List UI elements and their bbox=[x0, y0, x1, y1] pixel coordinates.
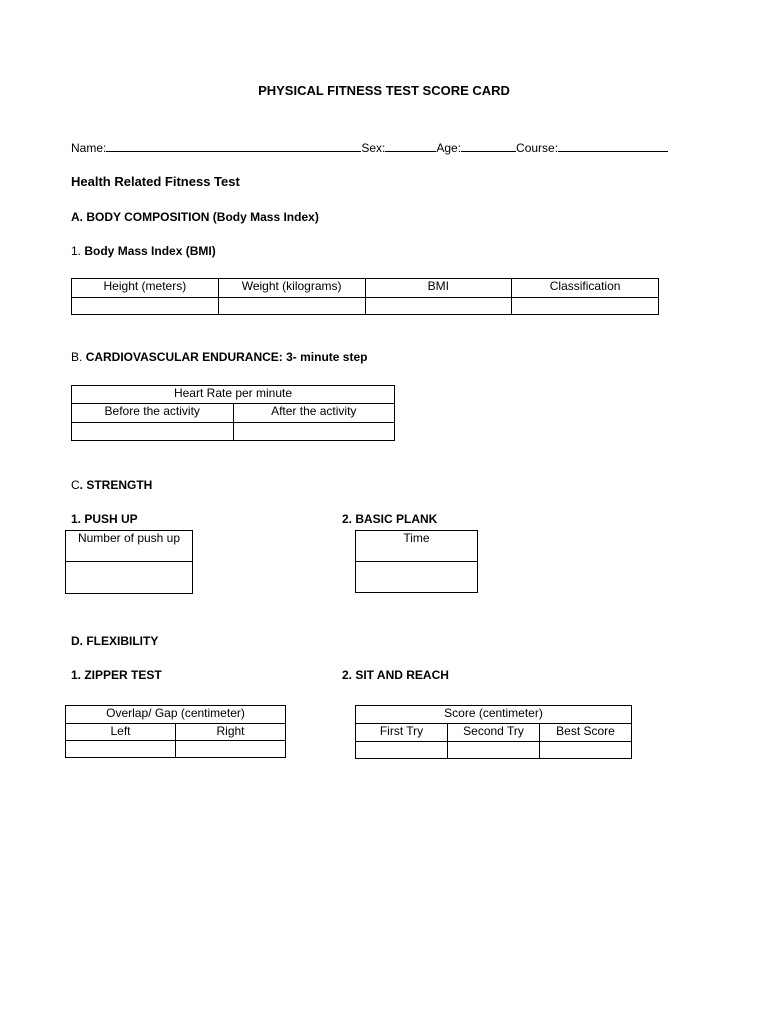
plank-label: 2. BASIC PLANK bbox=[342, 512, 438, 526]
bmi-table bbox=[71, 278, 659, 315]
heart-rate-after-cell[interactable] bbox=[233, 423, 395, 441]
table-row bbox=[356, 724, 632, 742]
section-c-heading bbox=[71, 478, 152, 492]
zipper-col-left: Left bbox=[66, 724, 176, 741]
table-row bbox=[356, 531, 478, 562]
age-field[interactable] bbox=[461, 139, 516, 152]
table-row bbox=[66, 724, 286, 741]
push-up-table bbox=[65, 530, 193, 594]
table-row bbox=[72, 404, 395, 423]
bmi-sub-prefix: 1. bbox=[71, 244, 82, 258]
name-field[interactable] bbox=[106, 139, 361, 152]
plank-time-cell[interactable] bbox=[356, 562, 478, 593]
table-row bbox=[356, 706, 632, 724]
student-info-line bbox=[71, 139, 668, 155]
push-up-col-count: Number of push up bbox=[66, 531, 193, 562]
heart-rate-group-header: Heart Rate per minute bbox=[72, 386, 395, 404]
section-a-heading: A. BODY COMPOSITION (Body Mass Index) bbox=[71, 210, 319, 224]
zipper-left-cell[interactable] bbox=[66, 741, 176, 758]
health-heading: Health Related Fitness Test bbox=[71, 174, 240, 189]
zipper-table bbox=[65, 705, 286, 758]
bmi-subheading bbox=[71, 244, 216, 258]
page-title: PHYSICAL FITNESS TEST SCORE CARD bbox=[258, 83, 510, 98]
bmi-value-cell[interactable] bbox=[365, 298, 512, 315]
sex-label: Sex: bbox=[361, 141, 386, 155]
bmi-col-classification: Classification bbox=[512, 279, 659, 298]
bmi-weight-cell[interactable] bbox=[218, 298, 365, 315]
plank-col-time: Time bbox=[356, 531, 478, 562]
sit-reach-col-best: Best Score bbox=[540, 724, 632, 742]
heart-rate-col-before: Before the activity bbox=[72, 404, 234, 423]
zipper-col-right: Right bbox=[176, 724, 286, 741]
sit-reach-table bbox=[355, 705, 632, 759]
table-row bbox=[72, 298, 659, 315]
sit-reach-best-cell[interactable] bbox=[540, 742, 632, 759]
bmi-sub-label: Body Mass Index (BMI) bbox=[84, 244, 216, 258]
zipper-right-cell[interactable] bbox=[176, 741, 286, 758]
name-label: Name: bbox=[71, 141, 107, 155]
zipper-label: 1. ZIPPER TEST bbox=[71, 668, 162, 682]
bmi-col-height: Height (meters) bbox=[72, 279, 219, 298]
sex-field[interactable] bbox=[385, 139, 436, 152]
course-field[interactable] bbox=[558, 139, 668, 152]
table-row bbox=[66, 741, 286, 758]
table-row bbox=[72, 386, 395, 404]
sit-reach-col-first: First Try bbox=[356, 724, 448, 742]
age-label: Age: bbox=[436, 141, 462, 155]
bmi-col-bmi: BMI bbox=[365, 279, 512, 298]
course-label: Course: bbox=[516, 141, 559, 155]
table-row bbox=[72, 423, 395, 441]
table-row bbox=[66, 706, 286, 724]
plank-table bbox=[355, 530, 478, 593]
heart-rate-table bbox=[71, 385, 395, 441]
heart-rate-col-after: After the activity bbox=[233, 404, 395, 423]
heart-rate-before-cell[interactable] bbox=[72, 423, 234, 441]
sit-reach-col-second: Second Try bbox=[448, 724, 540, 742]
bmi-height-cell[interactable] bbox=[72, 298, 219, 315]
table-row bbox=[66, 531, 193, 562]
sit-reach-label: 2. SIT AND REACH bbox=[342, 668, 449, 682]
push-up-count-cell[interactable] bbox=[66, 562, 193, 594]
section-b-prefix: B. bbox=[71, 350, 83, 364]
sit-reach-first-cell[interactable] bbox=[356, 742, 448, 759]
zipper-group-header: Overlap/ Gap (centimeter) bbox=[66, 706, 286, 724]
table-row bbox=[356, 562, 478, 593]
section-b-title: CARDIOVASCULAR ENDURANCE: 3- minute step bbox=[85, 350, 368, 364]
section-c-title: . STRENGTH bbox=[79, 478, 153, 492]
section-b-heading bbox=[71, 350, 367, 364]
bmi-classification-cell[interactable] bbox=[512, 298, 659, 315]
bmi-col-weight: Weight (kilograms) bbox=[218, 279, 365, 298]
table-row bbox=[72, 279, 659, 298]
table-row bbox=[356, 742, 632, 759]
push-up-label: 1. PUSH UP bbox=[71, 512, 138, 526]
section-d-heading: D. FLEXIBILITY bbox=[71, 634, 159, 648]
sit-reach-group-header: Score (centimeter) bbox=[356, 706, 632, 724]
table-row bbox=[66, 562, 193, 594]
section-c-prefix: C bbox=[71, 478, 80, 492]
sit-reach-second-cell[interactable] bbox=[448, 742, 540, 759]
